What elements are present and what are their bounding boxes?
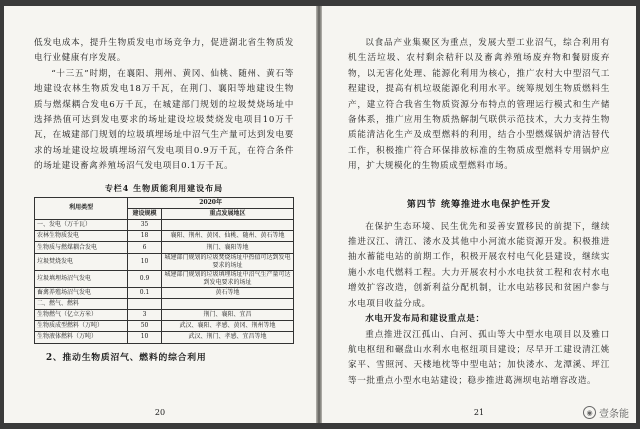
table-row [35,231,294,242]
table-cell-type: 生物燃气（亿立方米） [35,309,128,320]
table-row [35,332,294,343]
table-title: 专栏4 生物质能利用建设布局 [104,182,224,193]
table-cell-area: 荆门、襄阳、宜昌 [161,309,293,320]
table-cell-scale: 10 [128,253,162,270]
table-cell-area: 城建部门规划的垃圾焚烧场址中热值可达到发电要求的场址 [161,253,293,270]
table-cell-scale: 35 [128,220,162,231]
left-page [4,6,316,423]
watermark [580,404,632,421]
chapter-title: 第四节 统筹推进水电保护性开发 [406,199,552,210]
table-header-area: 重点发展地区 [161,208,293,219]
page-number-left: 20 [154,408,166,417]
table-row [35,309,294,320]
table-cell-area: 荆门、襄阳等地 [161,242,293,253]
table-cell-scale: 0.1 [128,287,162,298]
table-cell-type: 生物液体燃料（万吨） [35,332,128,343]
left-paragraph-2: “十三五”时期，在襄阳、荆州、黄冈、仙桃、随州、黄石等地建设农林生物质发电18万千瓦，在荆门、襄阳等地建设生物质与燃煤耦合发电6万千瓦，在城建部门规划的垃圾焚烧场址中选择热值可达到发电要求的场址建设垃圾焚烧发电项目10万千瓦，在城建部门规划的垃圾填埋场址中沼气生产量可达到发电要求的场址建设垃圾填埋场沼气发电项目0.9万千瓦，在符合条件的场址建设畜禽养殖场沼气发电项目0.1万千瓦。 [34,68,294,172]
table-cell-scale [128,298,162,309]
wechat-logo-icon: ◉ [583,406,596,419]
table-cell-scale: 3 [128,309,162,320]
table-cell-area: 武汉、荆门、孝感、宜昌等地 [161,332,293,343]
table-header-type: 利用类型 [35,197,128,219]
table-cell-area: 黄石等地 [161,287,293,298]
table-row [35,287,294,298]
table-cell-area: 襄阳、荆州、黄冈、仙桃、随州、黄石等地 [161,231,293,242]
table-cell-type: 畜禽养殖场沼气发电 [35,287,128,298]
table-row [35,270,294,287]
table-cell-scale: 6 [128,242,162,253]
right-page [322,6,636,423]
table-cell-type: 生物质与燃煤耦合发电 [35,242,128,253]
table-cell-area: 武汉、襄阳、孝感、黄冈、荆州等地 [161,321,293,332]
right-paragraph-3: 重点推进汉江孤山、白河、孤山等大中型水电项目以及雅口航电枢纽和碾盘山水利水电枢纽项目建设；尽早开工建设清江姚家平、雪照河、天楼地枕等中型电站；加快溇水、龙潭溪、坪江等一批重点小型水电站建设；稳步推进葛洲坝电站增容改造。 [348,329,610,386]
table-header-year: 2020年 [128,197,294,208]
table-cell-scale: 0.9 [128,270,162,287]
table-cell-type: 农林生物质发电 [35,231,128,242]
table-cell-type: 生物质成型燃料（万吨） [35,321,128,332]
biomass-layout-table [34,197,294,344]
section-heading: 2、推动生物质沼气、燃料的综合利用 [46,352,207,363]
table-row [35,220,294,231]
table-cell-area [161,220,293,231]
table-cell-scale: 50 [128,321,162,332]
table-cell-type: 二、燃气、燃料 [35,298,128,309]
table-row [35,242,294,253]
right-paragraph-2: 在保护生态环境、民生优先和妥善安置移民的前提下，继续推进汉江、清江、溇水及其他中小河流水能资源开发。积极推进抽水蓄能电站的前期工作，积极开展农村电气化县建设，继续实施小水电代燃料工程。大力开展农村小水电扶贫工程和农村水电增效扩容改造，创新利益分配机制，让水电站移民和贫困户参与水电项目收益分成。 [348,221,610,309]
table-row [35,321,294,332]
table-cell-type: 垃圾填埋场沼气发电 [35,270,128,287]
page-number-right: 21 [473,408,485,417]
left-paragraph-1: 低发电成本，提升生物质发电市场竞争力，促进湖北省生物质发电行业健康有序发展。 [34,38,294,64]
table-cell-area: 城建部门规划的垃圾填埋场址中沼气生产量可达到发电要求的场址 [161,270,293,287]
table-cell-type: 垃圾焚烧发电 [35,253,128,270]
watermark-text: 壹条能 [599,409,629,420]
right-paragraph-1: 以食品产业集聚区为重点，发展大型工业沼气，综合利用有机生活垃圾、农村剩余秸秆以及畜禽养殖场废弃物和餐厨废弃物，以无害化处理、能源化利用为核心，推广农村大中型沼气工程建设，提高有机垃圾能源化利用水平。统筹规划生物质燃料生产，建立符合我省生物质资源分布特点的管理运行模式和生产储备体系，推广应用生物质热解制气联供示范技术，大力支持生物质能清洁化生产及成型燃料的利用，结合小型燃煤锅炉清洁替代工作，积极推广符合环保排放标准的生物质成型燃料专用锅炉应用，扩大规模化的生物质成型燃料市场。 [348,38,610,172]
table-cell-scale: 10 [128,332,162,343]
table-cell-type: 一、发电（万千瓦） [35,220,128,231]
right-subheading: 水电开发布局和建设重点是： [365,314,485,325]
table-row [35,298,294,309]
table-cell-scale: 18 [128,231,162,242]
table-header-scale: 建设规模 [128,208,162,219]
table-row [35,253,294,270]
table-cell-area [161,298,293,309]
